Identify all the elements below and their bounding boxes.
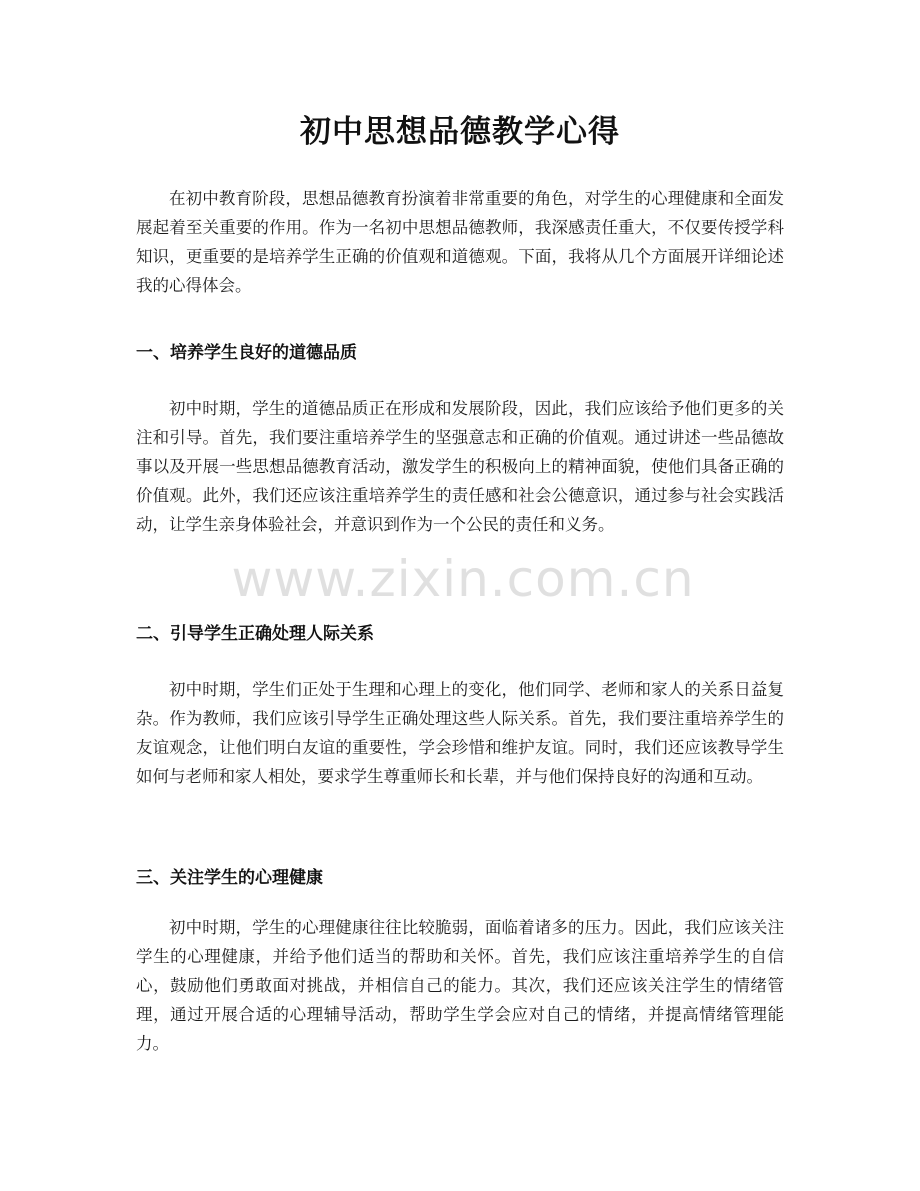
intro-paragraph: 在初中教育阶段，思想品德教育扮演着非常重要的角色，对学生的心理健康和全面发展起着至关重要的作用。作为一名初中思想品德教师，我深感责任重大，不仅要传授学科知识，更重要的是培养学生正确的价值观和道德观。下面，我将从几个方面展开详细论述我的心得体会。 [136, 189, 784, 295]
section-body-2: 初中时期，学生们正处于生理和心理上的变化，他们同学、老师和家人的关系日益复杂。作为教师，我们应该引导学生正确处理这些人际关系。首先，我们要注重培养学生的友谊观念，让他们明白友谊的重要性，学会珍惜和维护友谊。同时，我们还应该教导学生如何与老师和家人相处，要求学生尊重师长和长辈，并与他们保持良好的沟通和互动。 [136, 680, 784, 786]
watermark-text: www.zixin.com.cn [231, 550, 695, 608]
section-body-1: 初中时期，学生的道德品质正在形成和发展阶段，因此，我们应该给予他们更多的关注和引导。首先，我们要注重培养学生的坚强意志和正确的价值观。通过讲述一些品德故事以及开展一些思想品德教育活动，激发学生的积极向上的精神面貌，使他们具备正确的价值观。此外，我们还应该注重培养学生的责任感和社会公德意识，通过参与社会实践活动，让学生亲身体验社会，并意识到作为一个公民的责任和义务。 [136, 399, 784, 534]
document-title: 初中思想品德教学心得 [300, 114, 620, 150]
section-heading-3: 三、关注学生的心理健康 [136, 868, 323, 888]
section-heading-1: 一、培养学生良好的道德品质 [136, 343, 357, 363]
section-heading-2: 二、引导学生正确处理人际关系 [136, 624, 374, 644]
section-body-3: 初中时期，学生的心理健康往往比较脆弱，面临着诸多的压力。因此，我们应该关注学生的心理健康，并给予他们适当的帮助和关怀。首先，我们应该注重培养学生的自信心，鼓励他们勇敢面对挑战，并相信自己的能力。其次，我们还应该关注学生的情绪管理，通过开展合适的心理辅导活动，帮助学生学会应对自己的情绪，并提高情绪管理能力。 [136, 918, 784, 1053]
